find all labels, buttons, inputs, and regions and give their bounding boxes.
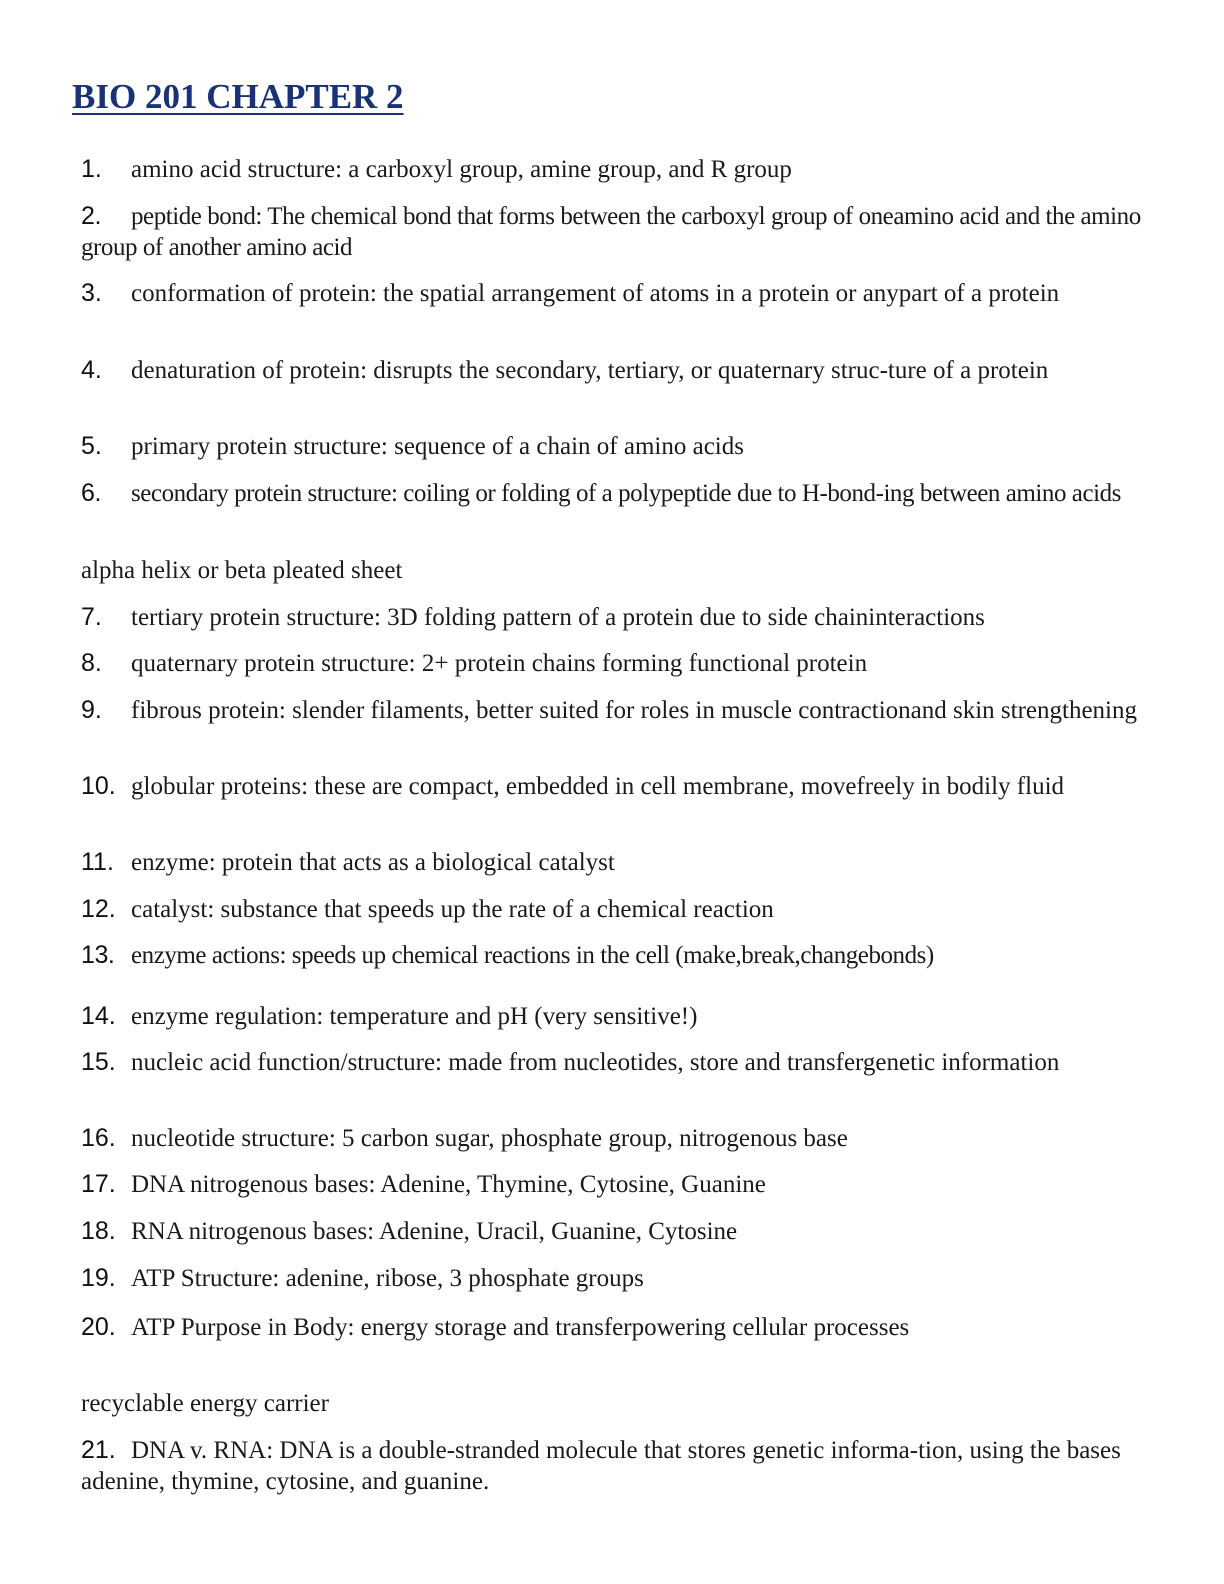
list-item	[81, 1001, 1141, 1032]
item-number: 6.	[81, 479, 101, 507]
item-text: amino acid structure: a carboxyl group, amine group, and R group	[131, 156, 792, 183]
item-number: 16.	[81, 1124, 116, 1152]
item-text: ATP Structure: adenine, ribose, 3 phosphate groups	[131, 1265, 644, 1292]
item-number: 3.	[81, 279, 102, 307]
item-text: alpha helix or beta pleated sheet	[81, 557, 403, 584]
item-text: recyclable energy carrier	[81, 1390, 329, 1417]
list-item-continuation	[81, 1388, 1141, 1419]
item-text: secondary protein structure: coiling or folding of a polypeptide due to H-bond-ing between amino acids	[131, 480, 1121, 507]
item-number: 12.	[81, 895, 116, 923]
list-item	[81, 1435, 1141, 1497]
list-item	[81, 1169, 1141, 1200]
item-number: 21.	[81, 1436, 116, 1464]
item-number: 11.	[81, 848, 114, 876]
item-text: tertiary protein structure: 3D folding pattern of a protein due to side chaininteractions	[131, 604, 985, 631]
item-number: 19.	[81, 1264, 116, 1292]
list-item	[81, 771, 1141, 802]
item-text: nucleotide structure: 5 carbon sugar, phosphate group, nitrogenous base	[131, 1125, 848, 1152]
item-number: 7.	[81, 603, 102, 631]
item-text: enzyme regulation: temperature and pH (very sensitive!)	[131, 1003, 698, 1030]
list-item	[81, 847, 1141, 878]
item-number: 15.	[81, 1048, 116, 1076]
list-item	[81, 154, 1141, 185]
list-item	[81, 894, 1141, 925]
list-item	[81, 278, 1141, 309]
item-number: 13.	[81, 941, 115, 969]
list-item	[81, 648, 1141, 679]
list-item	[81, 1263, 1141, 1294]
item-text: conformation of protein: the spatial arrangement of atoms in a protein or anypart of a protein	[131, 280, 1060, 307]
item-number: 8.	[81, 649, 102, 677]
item-text: enzyme: protein that acts as a biological catalyst	[131, 849, 615, 876]
item-number: 10.	[81, 772, 116, 800]
item-number: 20.	[81, 1313, 116, 1341]
item-number: 1.	[81, 155, 102, 183]
item-text: nucleic acid function/structure: made from nucleotides, store and transfergenetic information	[131, 1049, 1060, 1076]
item-number: 9.	[81, 696, 102, 724]
item-number: 4.	[81, 356, 102, 384]
item-text: primary protein structure: sequence of a chain of amino acids	[131, 433, 744, 460]
item-text: RNA nitrogenous bases: Adenine, Uracil, Guanine, Cytosine	[131, 1218, 738, 1245]
list-item	[81, 431, 1141, 462]
list-item	[81, 1216, 1141, 1247]
list-item	[81, 1123, 1141, 1154]
item-text: fibrous protein: slender filaments, better suited for roles in muscle contractionand skin strengthening	[131, 697, 1137, 724]
item-number: 2.	[81, 202, 101, 230]
list-item	[81, 478, 1141, 509]
list-item	[81, 201, 1141, 263]
list-item	[81, 355, 1141, 386]
item-number: 18.	[81, 1217, 116, 1245]
list-item	[81, 940, 1141, 971]
list-item	[81, 602, 1141, 633]
item-text: globular proteins: these are compact, embedded in cell membrane, movefreely in bodily fluid	[131, 773, 1065, 800]
item-text: denaturation of protein: disrupts the secondary, tertiary, or quaternary struc-ture of a protein	[131, 357, 1049, 384]
list-item	[81, 1312, 1141, 1343]
item-text: DNA nitrogenous bases: Adenine, Thymine, Cytosine, Guanine	[131, 1171, 766, 1198]
item-number: 17.	[81, 1170, 116, 1198]
item-text: catalyst: substance that speeds up the rate of a chemical reaction	[131, 896, 774, 923]
item-text: ATP Purpose in Body: energy storage and transferpowering cellular processes	[131, 1314, 910, 1341]
item-text: peptide bond: The chemical bond that forms between the carboxyl group of oneamino acid and the amino group of another amino acid	[81, 203, 1141, 261]
list-item	[81, 695, 1141, 726]
item-text: DNA v. RNA: DNA is a double-stranded molecule that stores genetic informa-tion, using the bases adenine, thymine, cytosine, and guanine.	[81, 1437, 1121, 1495]
item-text: quaternary protein structure: 2+ protein chains forming functional protein	[131, 650, 868, 677]
list-item	[81, 1047, 1141, 1078]
item-number: 14.	[81, 1002, 116, 1030]
list-item-continuation	[81, 555, 1141, 586]
page-title: BIO 201 CHAPTER 2	[72, 77, 404, 116]
item-number: 5.	[81, 432, 102, 460]
item-text: enzyme actions: speeds up chemical reactions in the cell (make,break,changebonds)	[131, 942, 934, 969]
